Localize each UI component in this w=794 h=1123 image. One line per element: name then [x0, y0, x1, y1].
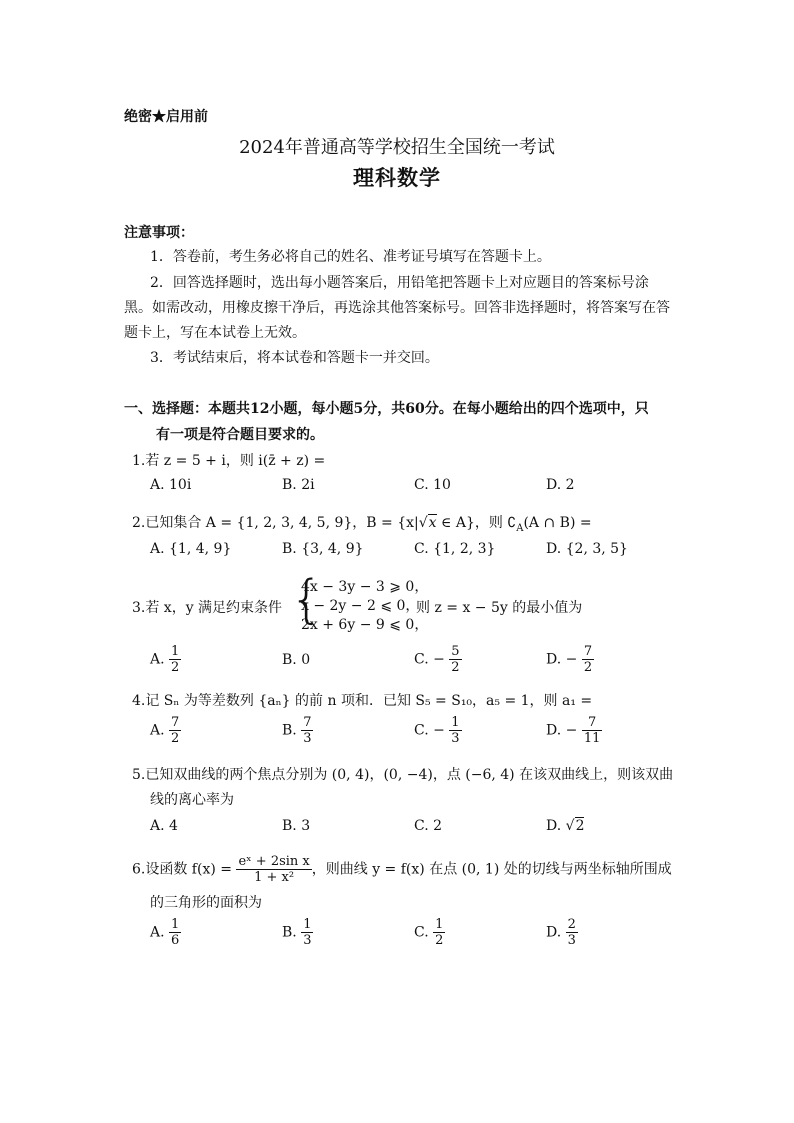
- q2-option-b[interactable]: B. {3, 4, 9}: [282, 541, 364, 557]
- q4-option-c[interactable]: [414, 716, 462, 745]
- q6-d-label: D.: [546, 924, 562, 941]
- q6-a-num: 1: [171, 917, 180, 932]
- q2-option-c[interactable]: C. {1, 2, 3}: [414, 541, 496, 557]
- q3-a-label: A.: [150, 651, 165, 668]
- q1-option-a[interactable]: A. 10i: [150, 477, 192, 493]
- q3-a-den: 2: [171, 660, 180, 675]
- section-heading: 一、选择题：本题共12小题，每小题5分，共60分。在每小题给出的四个选项中，只: [124, 401, 649, 417]
- q3-d-den: 2: [583, 660, 593, 675]
- q6-func-num: eˣ + 2sin x: [238, 854, 310, 869]
- q3-c-label: C. −: [414, 651, 445, 668]
- q5-option-a[interactable]: A. 4: [150, 818, 178, 834]
- sqrt-symbol: √: [565, 818, 575, 834]
- question-5-stem-line-1: 5.已知双曲线的两个焦点分别为 (0, 4)，(0, −4)，点 (−6, 4) 在该双曲线上，则该双曲: [132, 767, 674, 783]
- q6-a-label: A.: [150, 924, 165, 941]
- q4-d-den: 11: [583, 731, 601, 746]
- q4-c-den: 3: [451, 731, 460, 746]
- q1-option-c[interactable]: C. 10: [414, 477, 451, 493]
- q3-option-a[interactable]: [150, 645, 181, 674]
- q5-option-d[interactable]: [546, 818, 584, 834]
- q6-c-num: 1: [435, 917, 444, 932]
- q6-option-b[interactable]: [282, 918, 313, 947]
- q6-stem-post: ，则曲线 y = f(x) 在点 (0, 1) 处的切线与两坐标轴所围成: [311, 861, 672, 878]
- q6-stem-pre: 6.设函数 f(x) =: [132, 861, 232, 878]
- note-item-1: 1．答卷前，考生务必将自己的姓名、准考证号填写在答题卡上。: [150, 249, 551, 265]
- q6-b-fraction: [301, 918, 313, 947]
- q3-option-b[interactable]: B. 0: [282, 652, 311, 668]
- question-2-stem: [132, 512, 592, 534]
- q3-option-d[interactable]: [546, 645, 594, 674]
- q3-option-c[interactable]: [414, 645, 462, 674]
- q4-option-b[interactable]: [282, 716, 313, 745]
- question-3-stem-post: 则 z = x − 5y 的最小值为: [416, 600, 583, 616]
- q2-stem-end: (A ∩ B) =: [523, 515, 592, 531]
- q5-d-label: D.: [546, 818, 566, 834]
- note-item-2-line-3: 题卡上，写在本试卷上无效。: [124, 325, 306, 341]
- q5-option-c[interactable]: C. 2: [414, 818, 443, 834]
- q2-stem-sqrt: x: [428, 515, 437, 531]
- question-3-stem-pre: 3.若 x，y 满足约束条件: [132, 600, 283, 616]
- question-6-stem-line-2: 的三角形的面积为: [150, 895, 262, 911]
- q2-option-a[interactable]: A. {1, 4, 9}: [150, 541, 232, 557]
- q4-b-fraction: [301, 716, 313, 745]
- exam-title: 2024年普通高等学校招生全国统一考试: [239, 137, 555, 158]
- q6-function-fraction: [236, 855, 311, 884]
- q4-a-label: A.: [150, 722, 165, 739]
- q1-option-d[interactable]: D. 2: [546, 477, 575, 493]
- q6-d-num: 2: [567, 917, 576, 932]
- constraint-2: x − 2y − 2 ⩽ 0，: [301, 598, 420, 614]
- q6-b-num: 1: [303, 917, 312, 932]
- q1-option-b[interactable]: B. 2i: [282, 477, 315, 493]
- q4-option-d[interactable]: [546, 716, 602, 745]
- q4-b-num: 7: [303, 715, 312, 730]
- note-item-3: 3．考试结束后，将本试卷和答题卡一并交回。: [150, 350, 439, 366]
- q3-d-label: D. −: [546, 651, 578, 668]
- q4-a-num: 7: [171, 715, 180, 730]
- q6-option-c[interactable]: [414, 918, 445, 947]
- q2-stem-post: ∈ A}，则 ∁: [436, 515, 517, 531]
- q2-stem-sub: A: [516, 522, 524, 534]
- q4-d-num: 7: [582, 716, 603, 731]
- q3-a-fraction: [169, 645, 181, 674]
- notes-heading: 注意事项：: [124, 225, 194, 241]
- q4-a-fraction: [169, 716, 181, 745]
- question-5-stem-line-2: 线的离心率为: [150, 792, 234, 808]
- q3-d-fraction: [582, 645, 594, 674]
- q6-c-fraction: [433, 918, 445, 947]
- q3-c-fraction: [449, 645, 461, 674]
- q6-c-den: 2: [435, 933, 444, 948]
- q4-b-den: 3: [303, 731, 312, 746]
- exam-subject: 理科数学: [353, 165, 441, 190]
- q6-option-a[interactable]: [150, 918, 181, 947]
- q4-a-den: 2: [171, 731, 180, 746]
- q4-d-label: D. −: [546, 722, 578, 739]
- q6-c-label: C.: [414, 924, 429, 941]
- q6-d-den: 3: [567, 933, 576, 948]
- q4-option-a[interactable]: [150, 716, 181, 745]
- question-4-stem: 4.记 Sₙ 为等差数列 {aₙ} 的前 n 项和．已知 S₅ = S₁₀，a₅ = 1，则 a₁ =: [132, 693, 593, 709]
- q4-c-label: C. −: [414, 722, 445, 739]
- constraint-3: 2x + 6y − 9 ⩽ 0，: [301, 617, 429, 633]
- q3-a-num: 1: [171, 644, 180, 659]
- sqrt-symbol: √: [418, 515, 428, 531]
- q2-stem-pre: 2.已知集合 A = {1, 2, 3, 4, 5, 9}，B = {x|: [132, 515, 419, 531]
- q6-a-den: 6: [171, 933, 180, 948]
- question-1-stem: 1.若 z = 5 + i，则 i(z̄ + z) =: [132, 453, 326, 469]
- q6-option-d[interactable]: [546, 918, 578, 947]
- q3-c-den: 2: [451, 660, 460, 675]
- q2-option-d[interactable]: D. {2, 3, 5}: [546, 541, 628, 557]
- q4-b-label: B.: [282, 722, 297, 739]
- section-heading-cont: 有一项是符合题目要求的。: [156, 427, 324, 443]
- q4-c-num: 1: [451, 715, 460, 730]
- note-item-2-line-2: 黑。如需改动，用橡皮擦干净后，再选涂其他答案标号。回答非选择题时，将答案写在答: [124, 300, 670, 316]
- q3-d-num: 7: [583, 644, 593, 659]
- note-item-2-line-1: 2．回答选择题时，选出每小题答案后，用铅笔把答题卡上对应题目的答案标号涂: [150, 275, 649, 291]
- system-brace: {: [290, 570, 324, 630]
- q6-b-label: B.: [282, 924, 297, 941]
- q6-a-fraction: [169, 918, 181, 947]
- q5-d-sqrt: 2: [575, 818, 585, 834]
- q4-d-fraction: [582, 716, 603, 745]
- q3-c-num: 5: [451, 644, 460, 659]
- question-6-stem-line-1: [132, 855, 672, 884]
- q6-d-fraction: [566, 918, 578, 947]
- constraint-1: 4x − 3y − 3 ⩾ 0，: [301, 579, 429, 595]
- q5-option-b[interactable]: B. 3: [282, 818, 311, 834]
- q6-func-den: 1 + x²: [254, 870, 295, 885]
- q6-b-den: 3: [303, 933, 312, 948]
- q4-c-fraction: [449, 716, 461, 745]
- secret-label: 绝密★启用前: [124, 109, 208, 125]
- constraint-system: [301, 578, 428, 635]
